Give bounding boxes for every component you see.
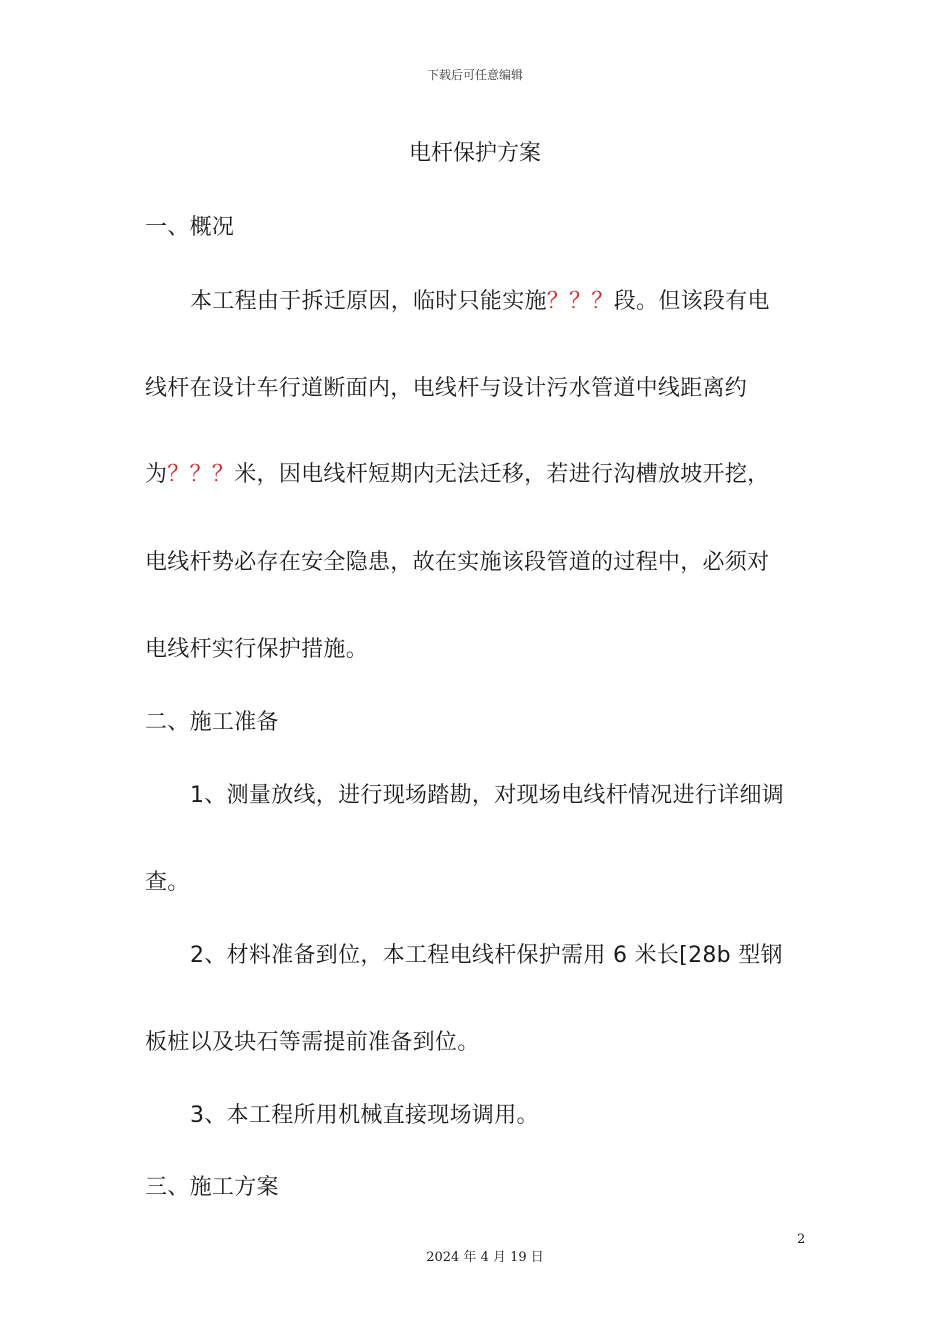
list-item: 1、测量放线，进行现场踏勘，对现场电线杆情况进行详细调 bbox=[190, 783, 785, 808]
placeholder-marks: ？？？ bbox=[167, 462, 235, 487]
placeholder-marks: ？？？ bbox=[546, 289, 614, 314]
paragraph-line bbox=[190, 284, 770, 315]
page-header: 下载后可任意编辑 bbox=[426, 68, 523, 82]
paragraph-line bbox=[145, 457, 769, 488]
section-heading-overview: 一、概况 bbox=[145, 215, 235, 240]
paragraph-line: 电线杆实行保护措施。 bbox=[145, 637, 369, 662]
section-heading-preparation: 二、施工准备 bbox=[145, 710, 279, 735]
list-item-continuation: 板桩以及块石等需提前准备到位。 bbox=[145, 1030, 480, 1055]
text-span: 本工程由于拆迁原因，临时只能实施 bbox=[190, 289, 547, 314]
document-title: 电杆保护方案 bbox=[408, 141, 541, 166]
text-span: 段。但该段有电 bbox=[613, 289, 770, 314]
page-number: 2 bbox=[797, 1232, 806, 1247]
section-heading-plan: 三、施工方案 bbox=[145, 1175, 279, 1200]
list-item-continuation: 查。 bbox=[145, 870, 190, 895]
text-span: 米，因电线杆短期内无法迁移，若进行沟槽放坡开挖， bbox=[234, 462, 770, 487]
paragraph-line: 电线杆势必存在安全隐患，故在实施该段管道的过程中，必须对 bbox=[145, 550, 770, 575]
paragraph-line: 线杆在设计车行道断面内，电线杆与设计污水管道中线距离约 bbox=[145, 376, 748, 401]
list-item: 2、材料准备到位，本工程电线杆保护需用 6 米长[28b 型钢 bbox=[190, 943, 783, 968]
footer-date: 2024 年 4 月 19 日 bbox=[426, 1250, 544, 1265]
list-item: 3、本工程所用机械直接现场调用。 bbox=[190, 1103, 539, 1128]
text-span: 为 bbox=[145, 462, 168, 487]
